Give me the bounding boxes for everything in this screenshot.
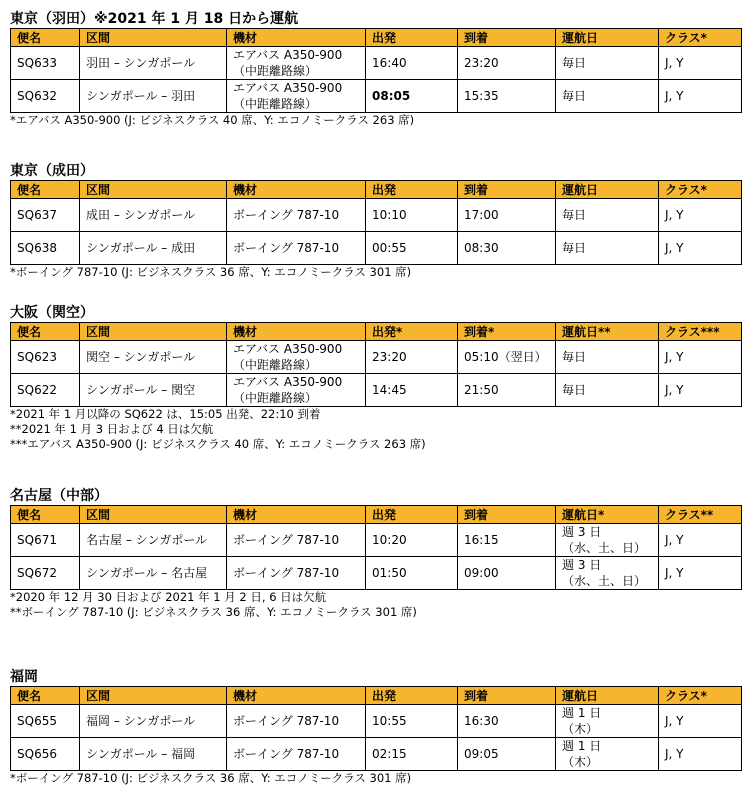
aircraft: エアバス A350-900 （中距離路線）: [227, 374, 366, 407]
header-arrival: 到着: [458, 687, 556, 705]
section-title: 大阪（関空）: [10, 305, 94, 321]
header-aircraft: 機材: [227, 323, 366, 341]
header-arrival: 到着: [458, 506, 556, 524]
header-class: クラス*: [659, 687, 742, 705]
section-title: 東京（羽田）※2021 年 1 月 18 日から運航: [10, 11, 299, 27]
departure-time: 10:55: [366, 705, 458, 738]
footnote: *2020 年 12 月 30 日および 2021 年 1 月 2 日, 6 日は欠航: [10, 590, 327, 604]
aircraft: ボーイング 787-10: [227, 738, 366, 771]
departure-time: 01:50: [366, 557, 458, 590]
header-departure: 出発*: [366, 323, 458, 341]
footnote: *ボーイング 787-10 (J: ビジネスクラス 36 席、Y: エコノミークラス 301 席): [10, 771, 412, 785]
cabin-class: J, Y: [659, 374, 742, 407]
table-header-row: [11, 323, 742, 341]
flight-number: SQ671: [11, 524, 80, 557]
footnote: *2021 年 1 月以降の SQ622 は、15:05 出発、22:10 到着: [10, 407, 321, 421]
departure-time: 02:15: [366, 738, 458, 771]
header-route: 区間: [80, 29, 227, 47]
operating-days: 毎日: [556, 80, 659, 113]
header-flight: 便名: [11, 687, 80, 705]
header-route: 区間: [80, 181, 227, 199]
arrival-time: 08:30: [458, 232, 556, 265]
operating-days: 週 1 日 （木）: [556, 738, 659, 771]
header-departure: 出発: [366, 181, 458, 199]
cabin-class: J, Y: [659, 199, 742, 232]
header-arrival: 到着: [458, 29, 556, 47]
aircraft: ボーイング 787-10: [227, 557, 366, 590]
arrival-time: 15:35: [458, 80, 556, 113]
route: シンガポール – 名古屋: [80, 557, 227, 590]
schedule-table: [10, 180, 742, 265]
header-operating-days: 運航日: [556, 181, 659, 199]
cabin-class: J, Y: [659, 557, 742, 590]
schedule-table: [10, 322, 742, 407]
schedule-table: [10, 505, 742, 590]
header-route: 区間: [80, 506, 227, 524]
table-row: [11, 374, 742, 407]
header-flight: 便名: [11, 323, 80, 341]
section-title: 東京（成田）: [10, 163, 94, 179]
table-header-row: [11, 181, 742, 199]
schedule-table: [10, 28, 742, 113]
arrival-time: 16:30: [458, 705, 556, 738]
arrival-time: 17:00: [458, 199, 556, 232]
header-flight: 便名: [11, 29, 80, 47]
operating-days: 週 3 日 （水、土、日）: [556, 524, 659, 557]
aircraft: ボーイング 787-10: [227, 524, 366, 557]
cabin-class: J, Y: [659, 341, 742, 374]
flight-number: SQ656: [11, 738, 80, 771]
arrival-time: 05:10（翌日）: [458, 341, 556, 374]
arrival-time: 21:50: [458, 374, 556, 407]
table-header-row: [11, 506, 742, 524]
flight-number: SQ672: [11, 557, 80, 590]
aircraft: エアバス A350-900 （中距離路線）: [227, 341, 366, 374]
aircraft: ボーイング 787-10: [227, 232, 366, 265]
section-tokyo-haneda: [10, 10, 741, 128]
route: 名古屋 – シンガポール: [80, 524, 227, 557]
route: シンガポール – 関空: [80, 374, 227, 407]
table-row: [11, 341, 742, 374]
section-osaka-kansai: [10, 304, 741, 452]
section-title: 名古屋（中部）: [10, 488, 108, 504]
header-aircraft: 機材: [227, 687, 366, 705]
header-flight: 便名: [11, 506, 80, 524]
route: シンガポール – 羽田: [80, 80, 227, 113]
section-title: 福岡: [10, 669, 38, 685]
route: 羽田 – シンガポール: [80, 47, 227, 80]
aircraft: エアバス A350-900 （中距離路線）: [227, 47, 366, 80]
header-operating-days: 運航日*: [556, 506, 659, 524]
header-operating-days: 運航日: [556, 687, 659, 705]
departure-time: 23:20: [366, 341, 458, 374]
table-header-row: [11, 687, 742, 705]
section-fukuoka: [10, 668, 741, 786]
departure-time: 10:20: [366, 524, 458, 557]
departure-time: 08:05: [366, 80, 458, 113]
header-route: 区間: [80, 687, 227, 705]
cabin-class: J, Y: [659, 738, 742, 771]
operating-days: 毎日: [556, 199, 659, 232]
cabin-class: J, Y: [659, 80, 742, 113]
header-operating-days: 運航日**: [556, 323, 659, 341]
arrival-time: 09:05: [458, 738, 556, 771]
header-arrival: 到着*: [458, 323, 556, 341]
header-class: クラス**: [659, 506, 742, 524]
cabin-class: J, Y: [659, 524, 742, 557]
header-class: クラス*: [659, 181, 742, 199]
flight-number: SQ637: [11, 199, 80, 232]
header-aircraft: 機材: [227, 29, 366, 47]
header-operating-days: 運航日: [556, 29, 659, 47]
departure-time: 14:45: [366, 374, 458, 407]
operating-days: 毎日: [556, 374, 659, 407]
departure-time: 10:10: [366, 199, 458, 232]
section-tokyo-narita: [10, 162, 741, 280]
footnote: **2021 年 1 月 3 日および 4 日は欠航: [10, 422, 214, 436]
aircraft: ボーイング 787-10: [227, 705, 366, 738]
flight-number: SQ633: [11, 47, 80, 80]
flight-number: SQ632: [11, 80, 80, 113]
route: 関空 – シンガポール: [80, 341, 227, 374]
operating-days: 毎日: [556, 232, 659, 265]
table-row: [11, 232, 742, 265]
section-nagoya-chubu: [10, 487, 741, 620]
arrival-time: 23:20: [458, 47, 556, 80]
arrival-time: 09:00: [458, 557, 556, 590]
cabin-class: J, Y: [659, 47, 742, 80]
header-route: 区間: [80, 323, 227, 341]
flight-number: SQ655: [11, 705, 80, 738]
route: 福岡 – シンガポール: [80, 705, 227, 738]
table-header-row: [11, 29, 742, 47]
operating-days: 週 1 日 （木）: [556, 705, 659, 738]
flight-number: SQ622: [11, 374, 80, 407]
header-class: クラス*: [659, 29, 742, 47]
header-arrival: 到着: [458, 181, 556, 199]
footnote: *エアバス A350-900 (J: ビジネスクラス 40 席、Y: エコノミークラス 263 席): [10, 113, 415, 127]
table-row: [11, 738, 742, 771]
operating-days: 毎日: [556, 47, 659, 80]
route: 成田 – シンガポール: [80, 199, 227, 232]
arrival-time: 16:15: [458, 524, 556, 557]
table-row: [11, 557, 742, 590]
footnote: **ボーイング 787-10 (J: ビジネスクラス 36 席、Y: エコノミークラス 301 席): [10, 605, 417, 619]
header-aircraft: 機材: [227, 506, 366, 524]
table-row: [11, 705, 742, 738]
flight-number: SQ623: [11, 341, 80, 374]
aircraft: エアバス A350-900 （中距離路線）: [227, 80, 366, 113]
route: シンガポール – 成田: [80, 232, 227, 265]
aircraft: ボーイング 787-10: [227, 199, 366, 232]
flight-number: SQ638: [11, 232, 80, 265]
schedule-table: [10, 686, 742, 771]
operating-days: 週 3 日 （水、土、日）: [556, 557, 659, 590]
header-aircraft: 機材: [227, 181, 366, 199]
header-departure: 出発: [366, 687, 458, 705]
departure-time: 16:40: [366, 47, 458, 80]
footnote: *ボーイング 787-10 (J: ビジネスクラス 36 席、Y: エコノミークラス 301 席): [10, 265, 412, 279]
header-flight: 便名: [11, 181, 80, 199]
cabin-class: J, Y: [659, 705, 742, 738]
cabin-class: J, Y: [659, 232, 742, 265]
route: シンガポール – 福岡: [80, 738, 227, 771]
header-class: クラス***: [659, 323, 742, 341]
header-departure: 出発: [366, 29, 458, 47]
table-row: [11, 199, 742, 232]
footnote: ***エアバス A350-900 (J: ビジネスクラス 40 席、Y: エコノミークラス 263 席): [10, 437, 426, 451]
table-row: [11, 80, 742, 113]
departure-time: 00:55: [366, 232, 458, 265]
operating-days: 毎日: [556, 341, 659, 374]
header-departure: 出発: [366, 506, 458, 524]
table-row: [11, 524, 742, 557]
table-row: [11, 47, 742, 80]
